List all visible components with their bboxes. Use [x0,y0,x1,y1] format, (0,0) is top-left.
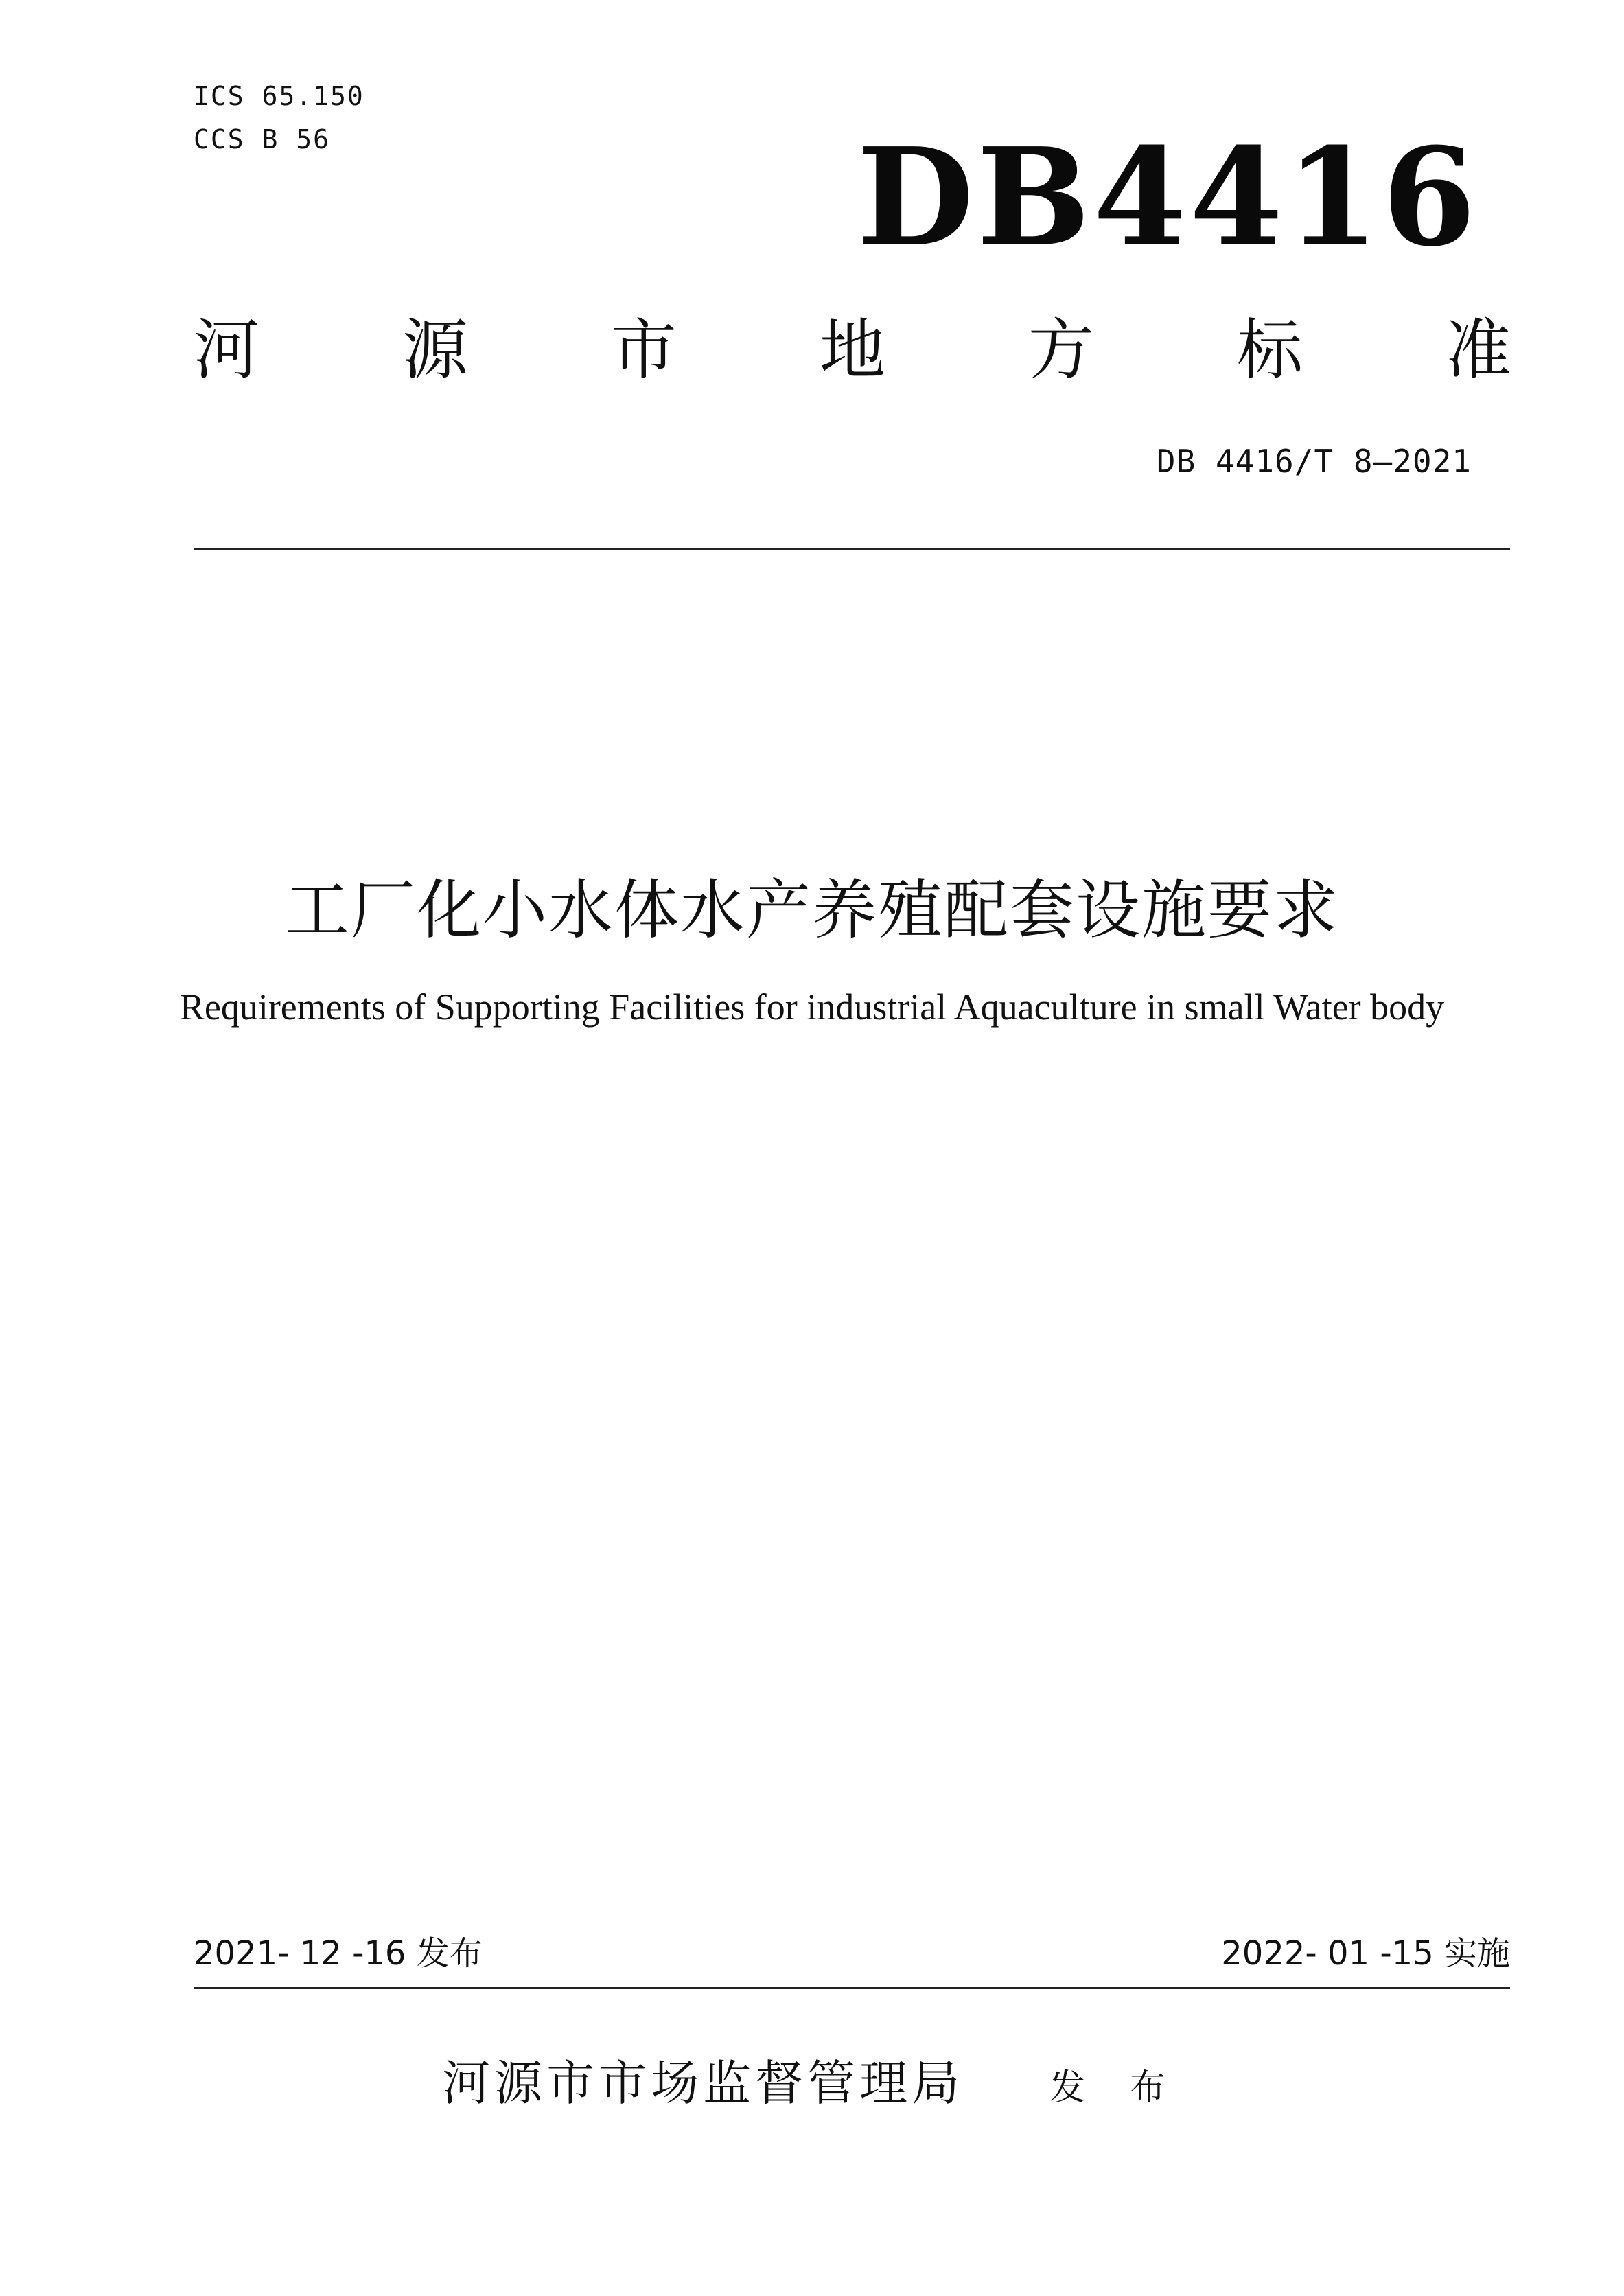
standard-type-char: 准 [1446,312,1511,389]
standard-type-char: 市 [611,312,677,389]
standard-type-char: 方 [1028,312,1094,389]
standard-code-heading: DB4416 [857,119,1478,277]
publish-label: 发 布 [1049,2067,1182,2109]
ccs-code: CCS B 56 [194,124,331,154]
standard-type-char: 河 [194,312,259,389]
document-title-english: Requirements of Supporting Facilities for industrial Aquaculture in small Water body [179,986,1445,1028]
standard-type-char: 地 [820,312,885,389]
document-title-chinese: 工厂化小水体水产养殖配套设施要求 [284,873,1339,948]
publisher-line [0,2055,1624,2111]
standard-type-char: 源 [402,312,468,389]
standard-type-char: 标 [1237,312,1303,389]
implementation-date: 2022- 01 -15 实施 [1221,1934,1510,1973]
standard-type-heading [194,312,1511,389]
issue-date: 2021- 12 -16 发布 [194,1934,483,1973]
publisher-name: 河源市市场监督管理局 [442,2055,964,2111]
top-divider [194,548,1510,550]
ics-code: ICS 65.150 [194,81,364,111]
bottom-divider [194,1987,1510,1989]
standard-number: DB 4416/T 8—2021 [1156,443,1472,480]
